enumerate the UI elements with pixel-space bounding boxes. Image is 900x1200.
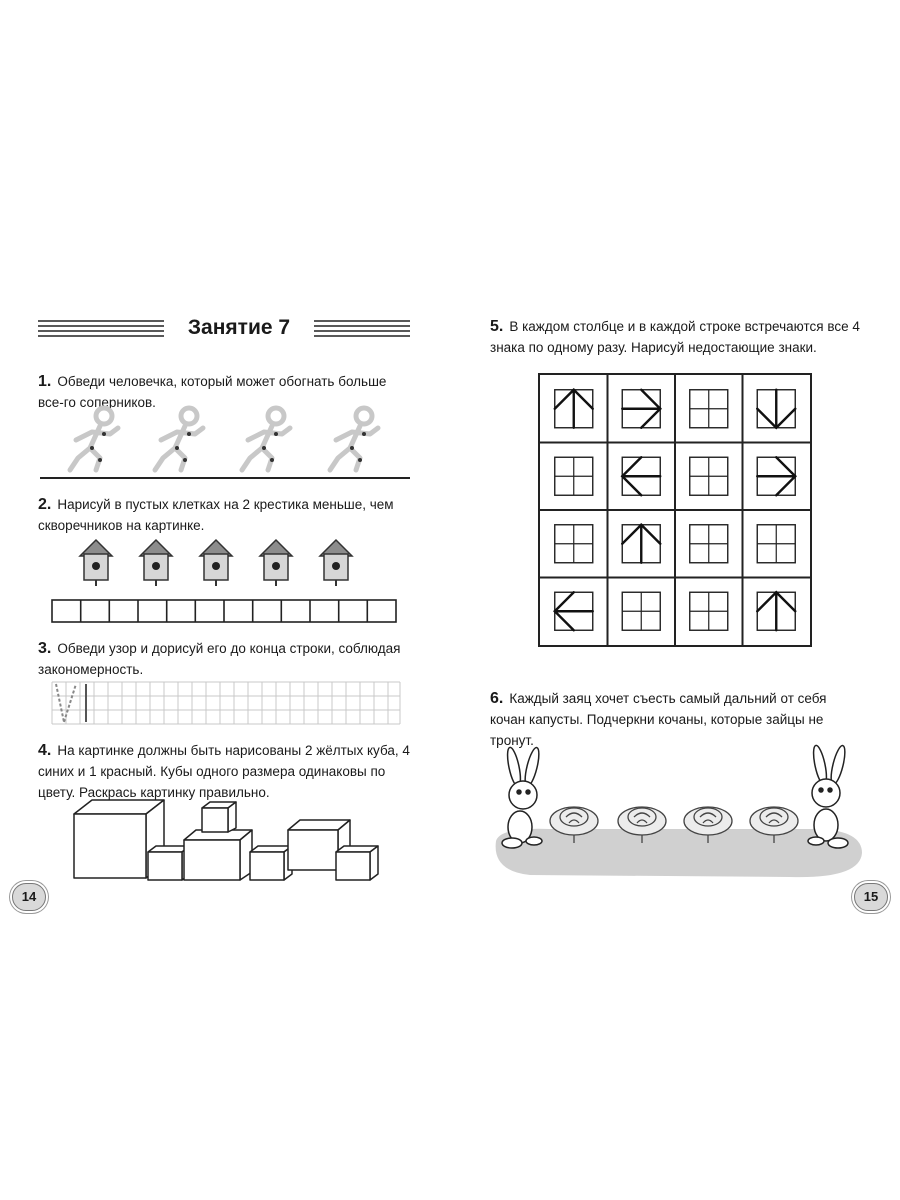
arrow-left-icon bbox=[555, 592, 593, 630]
task-number: 3. bbox=[38, 640, 52, 657]
empty-sign-cell[interactable] bbox=[757, 525, 795, 563]
task-text: Каждый заяц хочет съесть самый дальний от себя кочан капусты. Подчеркни кочаны, которые зайцы не тронут. bbox=[490, 691, 827, 748]
signs-grid-cells[interactable] bbox=[540, 375, 810, 645]
page-number-right: 15 bbox=[854, 883, 888, 911]
empty-sign-cell[interactable] bbox=[555, 525, 593, 563]
task-text: В каждом столбце и в каждой строке встречаются все 4 знака по одному разу. Нарисуй недостающие знаки. bbox=[490, 319, 860, 355]
empty-sign-cell[interactable] bbox=[690, 390, 728, 428]
task-text: На картинке должны быть нарисованы 2 жёлтых куба, 4 синих и 1 красный. Кубы одного размера одинаковы по цвету. Раскрась картинку правильно. bbox=[38, 743, 410, 800]
task-number: 6. bbox=[490, 690, 504, 707]
lesson-header bbox=[38, 312, 410, 346]
lesson-title: Занятие 7 bbox=[164, 314, 314, 342]
arrow-down-icon bbox=[757, 390, 795, 428]
task-3 bbox=[38, 638, 410, 680]
task-number: 5. bbox=[490, 318, 504, 335]
task-5 bbox=[490, 316, 860, 358]
pattern-grid[interactable] bbox=[52, 682, 402, 726]
task-text: Обведи человечка, который может обогнать больше все-го соперников. bbox=[38, 374, 387, 410]
empty-sign-cell[interactable] bbox=[622, 592, 660, 630]
task-text: Нарисуй в пустых клетках на 2 крестика меньше, чем скворечников на картинке. bbox=[38, 497, 394, 533]
task-number: 1. bbox=[38, 373, 52, 390]
rabbits-cabbages-illustration bbox=[490, 745, 866, 885]
task-number: 2. bbox=[38, 496, 52, 513]
signs-grid bbox=[538, 373, 812, 647]
task-number: 4. bbox=[38, 742, 52, 759]
arrow-right-icon bbox=[757, 457, 795, 495]
arrow-up-icon bbox=[622, 525, 660, 563]
birdhouse bbox=[80, 540, 112, 586]
runners-illustration bbox=[40, 404, 412, 484]
task-2 bbox=[38, 494, 410, 536]
page-number-left: 14 bbox=[12, 883, 46, 911]
arrow-right-icon bbox=[622, 390, 660, 428]
empty-sign-cell[interactable] bbox=[690, 457, 728, 495]
runner-figures bbox=[70, 408, 378, 470]
cubes-illustration[interactable] bbox=[72, 798, 382, 882]
task-4 bbox=[38, 740, 410, 803]
ground-patch bbox=[496, 829, 862, 877]
task-6 bbox=[490, 688, 860, 751]
empty-sign-cell[interactable] bbox=[690, 525, 728, 563]
task-text: Обведи узор и дорисуй его до конца строки, соблюдая закономерность. bbox=[38, 641, 401, 677]
arrow-left-icon bbox=[622, 457, 660, 495]
birdhouses-illustration bbox=[78, 536, 378, 586]
arrow-up-icon bbox=[757, 592, 795, 630]
arrow-up-icon bbox=[555, 390, 593, 428]
empty-sign-cell[interactable] bbox=[555, 457, 593, 495]
empty-cells-row[interactable] bbox=[52, 600, 398, 624]
empty-sign-cell[interactable] bbox=[690, 592, 728, 630]
